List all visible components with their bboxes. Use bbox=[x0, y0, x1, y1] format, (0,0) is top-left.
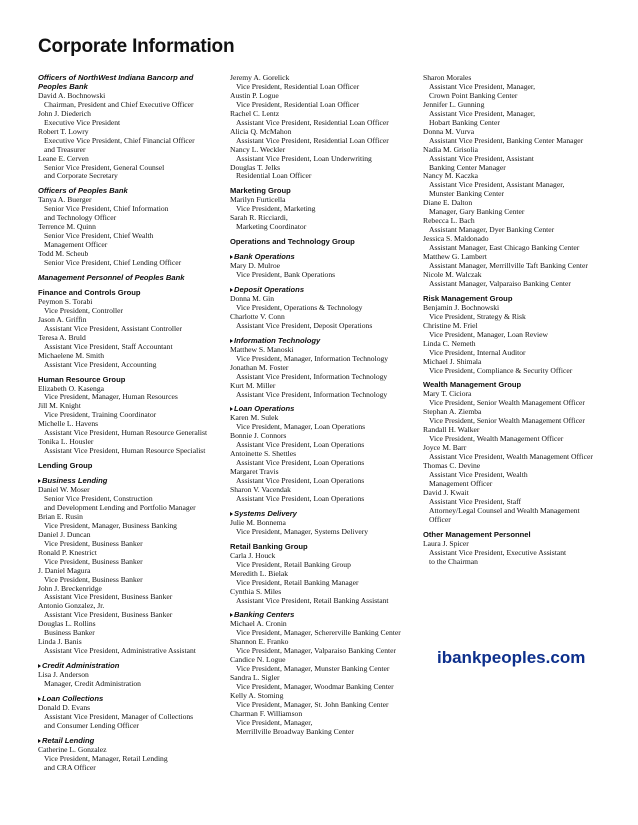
section bbox=[230, 238, 416, 247]
person-name: Michelle L. Havens bbox=[38, 419, 99, 429]
person-title: Vice President, Manager, Valparaiso Banking Center bbox=[236, 646, 396, 656]
person-name: Matthew S. Manoski bbox=[230, 344, 294, 354]
person-title: Hobart Banking Center bbox=[429, 117, 500, 127]
person-title: Vice President, Manager, Business Banking bbox=[44, 520, 177, 530]
person-name: Benjamin J. Bochnowski bbox=[423, 302, 500, 312]
person-title: Assistant Manager, Dyer Banking Center bbox=[429, 225, 555, 235]
person-title: to the Chairman bbox=[429, 556, 478, 566]
section-heading: Management Personnel of Peoples Bank bbox=[38, 273, 185, 283]
person-name: Sandra L. Sigler bbox=[230, 673, 280, 683]
person-title: Executive Vice President bbox=[44, 117, 121, 127]
section-heading: Information Technology bbox=[230, 337, 416, 346]
person-name: Nancy M. Kaczka bbox=[423, 171, 479, 181]
person-title: Assistant Vice President, Loan Operations bbox=[236, 440, 365, 450]
person-name: Sharon Morales bbox=[423, 73, 472, 82]
person-title: Vice President, Bank Operations bbox=[236, 270, 336, 280]
person-title: Management Officer bbox=[44, 240, 108, 250]
section bbox=[38, 187, 224, 268]
section-heading: Lending Group bbox=[38, 461, 93, 471]
person-title: Attorney/Legal Counsel and Wealth Management bbox=[429, 505, 580, 515]
person-title: Assistant Vice President, Wealth bbox=[429, 469, 528, 479]
section-heading: Other Management Personnel bbox=[423, 529, 531, 539]
person-name: Carla J. Houck bbox=[230, 550, 276, 560]
person-title: Chairman, President and Chief Executive Officer bbox=[44, 99, 194, 109]
section bbox=[38, 695, 224, 731]
person-title: Assistant Vice President, Loan Operations bbox=[236, 458, 365, 468]
person-title: Vice President, Training Coordinator bbox=[44, 410, 157, 420]
section bbox=[230, 510, 416, 537]
person-title: Assistant Vice President, Executive Assistant bbox=[429, 547, 567, 557]
person-title: Vice President, Business Banker bbox=[44, 574, 143, 584]
person-name: Rebecca L. Bach bbox=[423, 216, 475, 226]
person-name: Shannon E. Franko bbox=[230, 637, 289, 647]
person-title: Vice President, Manager, Loan Review bbox=[429, 329, 549, 339]
person-name: Tanya A. Buerger bbox=[38, 195, 92, 205]
person-name: Matthew G. Lambert bbox=[423, 252, 487, 262]
person-name: Rachel C. Lentz bbox=[230, 108, 280, 118]
person-name: Teresa A. Bruld bbox=[38, 332, 86, 342]
section bbox=[230, 253, 416, 280]
person-title: Assistant Vice President, Residential Loan Officer bbox=[236, 117, 389, 127]
page-title: Corporate Information bbox=[38, 36, 235, 57]
section bbox=[230, 187, 416, 232]
person-name: Antonio Gonzalez, Jr. bbox=[38, 601, 105, 611]
person-name: Mary T. Ciciora bbox=[423, 389, 472, 399]
person-name: Daniel W. Moser bbox=[38, 485, 90, 495]
person-name: Diane E. Dalton bbox=[423, 198, 473, 208]
person-title: Vice President, Compliance & Security Officer bbox=[429, 365, 573, 375]
person-name: Robert T. Lowry bbox=[38, 126, 89, 136]
person-title: Manager, Gary Banking Center bbox=[429, 207, 525, 217]
person-name: Michael J. Shimala bbox=[423, 356, 482, 366]
person-name: Jill M. Knight bbox=[38, 401, 81, 411]
person-name: Meredith L. Bielak bbox=[230, 568, 288, 578]
person-title: Assistant Vice President, Staff bbox=[429, 496, 522, 506]
person-title: Vice President, Manager, Systems Delivery bbox=[236, 526, 369, 536]
section bbox=[38, 289, 224, 370]
person-title: Banking Center Manager bbox=[429, 162, 506, 172]
section bbox=[423, 74, 613, 289]
person-title: Assistant Vice President, Accounting bbox=[44, 359, 157, 369]
person-name: Michaelene M. Smith bbox=[38, 350, 105, 360]
person-title: Assistant Vice President, Human Resource Specialist bbox=[44, 446, 206, 456]
person-name: John J. Diederich bbox=[38, 108, 91, 118]
person-title: Assistant Vice President, Manager, bbox=[429, 81, 536, 91]
person-name: Ronald P. Knestrict bbox=[38, 547, 97, 557]
section-heading: Deposit Operations bbox=[230, 286, 416, 295]
person-name: Sharon V. Vacendak bbox=[230, 485, 291, 495]
person-name: Cynthia S. Miles bbox=[230, 586, 282, 596]
person-name: Jonathan M. Foster bbox=[230, 362, 289, 372]
person-title: Business Banker bbox=[44, 628, 95, 638]
person-name: Antoinette S. Shettles bbox=[230, 449, 297, 459]
person-name: Jessica S. Maldonado bbox=[423, 234, 489, 244]
person-name: Nadia M. Grisolia bbox=[423, 144, 479, 154]
person-title: Assistant Manager, Merrillville Taft Banking Center bbox=[429, 261, 588, 271]
person-title: and Consumer Lending Officer bbox=[44, 720, 139, 730]
person-name: Leane E. Cerven bbox=[38, 153, 89, 163]
person-title: Assistant Manager, Valparaiso Banking Center bbox=[429, 278, 571, 288]
section-heading: Business Lending bbox=[38, 477, 224, 486]
person-title: Vice President, Operations & Technology bbox=[236, 302, 363, 312]
section-heading: Wealth Management Group bbox=[423, 380, 522, 390]
person-title: and Corporate Secretary bbox=[44, 171, 118, 181]
person-title: Vice President, Senior Wealth Management Officer bbox=[429, 398, 585, 408]
section bbox=[38, 376, 224, 457]
section-heading: Banking Centers bbox=[230, 611, 416, 620]
person-name: Candice N. Logue bbox=[230, 655, 286, 665]
person-name: Lisa J. Anderson bbox=[38, 670, 89, 680]
person-title: Assistant Vice President, Information Technology bbox=[236, 371, 388, 381]
person-name: Charlotte V. Conn bbox=[230, 311, 285, 321]
section bbox=[423, 381, 613, 524]
section-heading: Loan Collections bbox=[38, 695, 224, 704]
person-name: Donna M. Gin bbox=[230, 293, 275, 303]
column-3 bbox=[423, 74, 613, 573]
person-name: Nancy L. Weckler bbox=[230, 144, 286, 154]
person-name: Bonnie J. Connors bbox=[230, 431, 287, 441]
section-heading: Marketing Group bbox=[230, 186, 291, 196]
section-heading: Credit Administration bbox=[38, 662, 224, 671]
person-title: Vice President, Residential Loan Officer bbox=[236, 81, 360, 91]
person-title: Vice President, Business Banker bbox=[44, 556, 143, 566]
person-title: Vice President, Internal Auditor bbox=[429, 347, 526, 357]
person-title: Assistant Vice President, Business Banker bbox=[44, 592, 173, 602]
person-title: Senior Vice President, Chief Wealth bbox=[44, 231, 154, 241]
person-name: Marilyn Furticella bbox=[230, 195, 286, 205]
person-title: Manager, Credit Administration bbox=[44, 679, 141, 689]
person-name: John J. Breckenridge bbox=[38, 583, 102, 593]
person-title: Assistant Vice President, Residential Loan Officer bbox=[236, 135, 389, 145]
person-title: Assistant Vice President, Deposit Operations bbox=[236, 320, 373, 330]
section bbox=[230, 611, 416, 736]
person-name: Tonika L. Housler bbox=[38, 437, 94, 447]
person-title: Assistant Vice President, Loan Operations bbox=[236, 476, 365, 486]
person-title: Assistant Vice President, Administrative Assistant bbox=[44, 646, 196, 656]
person-title: Vice President, Strategy & Risk bbox=[429, 311, 526, 321]
section bbox=[230, 405, 416, 503]
person-title: Vice President, Senior Wealth Management Officer bbox=[429, 416, 585, 426]
section-heading: Human Resource Group bbox=[38, 374, 126, 384]
section bbox=[230, 543, 416, 606]
person-name: Karen M. Sulek bbox=[230, 413, 279, 423]
person-name: Donald D. Evans bbox=[38, 702, 91, 712]
person-title: Assistant Vice President, Staff Accountant bbox=[44, 341, 173, 351]
person-name: Daniel J. Duncan bbox=[38, 529, 91, 539]
person-title: Management Officer bbox=[429, 478, 493, 488]
person-name: Donna M. Vurva bbox=[423, 126, 475, 136]
website-link[interactable]: ibankpeoples.com bbox=[437, 648, 586, 667]
person-name: Nicole M. Walczak bbox=[423, 269, 482, 279]
person-name: Kurt M. Miller bbox=[230, 380, 276, 390]
person-name: Charman F. Williamson bbox=[230, 708, 303, 718]
person-name: Catherine L. Gonzalez bbox=[38, 744, 107, 754]
person-title: Senior Vice President, General Counsel bbox=[44, 162, 165, 172]
person-name: Mary D. Mulroe bbox=[230, 261, 280, 271]
section bbox=[230, 337, 416, 400]
person-name: David J. Kwait bbox=[423, 487, 469, 497]
person-title: Assistant Vice President, Wealth Management Officer bbox=[429, 452, 593, 462]
person-name: Kelly A. Stoming bbox=[230, 691, 284, 701]
section-heading: Retail Banking Group bbox=[230, 541, 308, 551]
person-name: Brian E. Rusin bbox=[38, 511, 83, 521]
person-title: Assistant Vice President, Loan Operations bbox=[236, 493, 365, 503]
person-title: Vice President, Manager, Munster Banking Center bbox=[236, 664, 390, 674]
person-name: Margaret Travis bbox=[230, 467, 279, 477]
person-name: David A. Bochnowski bbox=[38, 90, 106, 100]
section bbox=[38, 477, 224, 656]
section bbox=[38, 662, 224, 689]
person-title: Vice President, Controller bbox=[44, 305, 124, 315]
person-title: Assistant Vice President, Human Resource Generalist bbox=[44, 428, 208, 438]
person-title: Assistant Vice President, Loan Underwriting bbox=[236, 153, 372, 163]
person-name: Julie M. Bonnema bbox=[230, 517, 286, 527]
person-title: and CRA Officer bbox=[44, 762, 96, 772]
person-title: Executive Vice President, Chief Financial Officer bbox=[44, 135, 195, 145]
person-title: Vice President, Manager, St. John Banking Center bbox=[236, 700, 389, 709]
person-title: Assistant Vice President, Manager, bbox=[429, 108, 536, 118]
person-name: Alicia Q. McMahon bbox=[230, 126, 292, 136]
person-title: Assistant Vice President, Manager of Collections bbox=[44, 711, 194, 721]
person-title: Vice President, Residential Loan Officer bbox=[236, 99, 360, 109]
section-heading: Retail Lending bbox=[38, 737, 224, 746]
person-title: and Technology Officer bbox=[44, 213, 117, 223]
person-title: Vice President, Manager, Information Technology bbox=[236, 353, 389, 363]
person-title: Assistant Manager, East Chicago Banking Center bbox=[429, 243, 580, 253]
person-title: Crown Point Banking Center bbox=[429, 90, 518, 100]
person-title: Vice President, Manager, bbox=[236, 717, 313, 727]
person-name: Michael A. Cronin bbox=[230, 619, 287, 629]
person-name: Todd M. Scheub bbox=[38, 249, 89, 259]
section-heading: Officers of NorthWest Indiana Bancorp and Peoples Bank bbox=[38, 73, 194, 91]
person-title: Assistant Vice President, Business Banker bbox=[44, 610, 173, 620]
person-title: Vice President, Manager, Retail Lending bbox=[44, 753, 168, 763]
section bbox=[230, 286, 416, 331]
person-title: Senior Vice President, Chief Information bbox=[44, 204, 169, 214]
section-heading: Finance and Controls Group bbox=[38, 287, 141, 297]
section bbox=[38, 74, 224, 181]
section bbox=[230, 74, 416, 181]
person-title: Merrillville Broadway Banking Center bbox=[236, 726, 354, 736]
person-name: Randall H. Walker bbox=[423, 425, 480, 435]
person-title: Senior Vice President, Chief Lending Officer bbox=[44, 258, 182, 268]
person-title: and Development Lending and Portfolio Manager bbox=[44, 502, 196, 512]
section-heading: Officers of Peoples Bank bbox=[38, 186, 128, 196]
person-title: Vice President, Manager, Loan Operations bbox=[236, 422, 366, 432]
person-name: Jennifer L. Gunning bbox=[423, 99, 485, 109]
person-title: Munster Banking Center bbox=[429, 189, 505, 199]
section bbox=[38, 462, 224, 471]
person-name: Jeremy A. Gorelick bbox=[230, 73, 290, 82]
person-title: Vice President, Retail Banking Manager bbox=[236, 577, 359, 587]
person-title: Officer bbox=[429, 514, 451, 524]
person-name: Douglas T. Jelks bbox=[230, 162, 281, 172]
section bbox=[423, 531, 613, 567]
person-title: Assistant Vice President, Retail Banking Assistant bbox=[236, 595, 389, 605]
person-name: Joyce M. Barr bbox=[423, 443, 467, 453]
person-title: Assistant Vice President, Assistant bbox=[429, 153, 534, 163]
person-title: Vice President, Manager, Woodmar Banking Center bbox=[236, 682, 394, 692]
person-title: Vice President, Wealth Management Officer bbox=[429, 434, 564, 444]
person-name: Terrence M. Quinn bbox=[38, 222, 96, 232]
person-name: Christine M. Friel bbox=[423, 320, 478, 330]
person-title: Vice President, Manager, Schererville Banking Center bbox=[236, 628, 401, 638]
section bbox=[423, 295, 613, 376]
person-title: Assistant Vice President, Assistant Manager, bbox=[429, 180, 565, 190]
person-title: Assistant Vice President, Information Technology bbox=[236, 389, 388, 399]
person-name: Laura J. Spicer bbox=[423, 538, 469, 548]
person-title: Vice President, Business Banker bbox=[44, 538, 143, 548]
person-title: and Treasurer bbox=[44, 144, 86, 154]
section-heading: Risk Management Group bbox=[423, 293, 513, 303]
section bbox=[38, 274, 224, 283]
section bbox=[38, 737, 224, 773]
person-name: Linda J. Banis bbox=[38, 637, 82, 647]
person-name: Sarah R. Ricciardi, bbox=[230, 213, 288, 223]
column-1 bbox=[38, 74, 224, 779]
person-name: Austin P. Logue bbox=[230, 90, 279, 100]
person-name: Peymon S. Torabi bbox=[38, 296, 93, 306]
column-2 bbox=[230, 74, 416, 743]
person-name: Thomas C. Devine bbox=[423, 461, 481, 471]
section-heading: Operations and Technology Group bbox=[230, 237, 355, 247]
person-title: Residential Loan Officer bbox=[236, 171, 312, 181]
person-name: Stephan A. Ziemba bbox=[423, 407, 482, 417]
section-heading: Bank Operations bbox=[230, 253, 416, 262]
section-heading: Systems Delivery bbox=[230, 510, 416, 519]
person-name: Linda C. Nemeth bbox=[423, 338, 476, 348]
person-name: Jason A. Griffin bbox=[38, 314, 87, 324]
person-title: Vice President, Manager, Human Resources bbox=[44, 392, 178, 402]
person-name: Douglas L. Rollins bbox=[38, 619, 96, 629]
person-title: Assistant Vice President, Assistant Controller bbox=[44, 323, 182, 333]
person-title: Assistant Vice President, Banking Center Manager bbox=[429, 135, 584, 145]
person-name: J. Daniel Magura bbox=[38, 565, 91, 575]
person-title: Vice President, Retail Banking Group bbox=[236, 559, 351, 569]
person-title: Senior Vice President, Construction bbox=[44, 493, 153, 503]
person-title: Vice President, Marketing bbox=[236, 204, 316, 214]
person-title: Marketing Coordinator bbox=[236, 222, 307, 232]
section-heading: Loan Operations bbox=[230, 405, 416, 414]
person-name: Elizabeth O. Kasenga bbox=[38, 383, 104, 393]
